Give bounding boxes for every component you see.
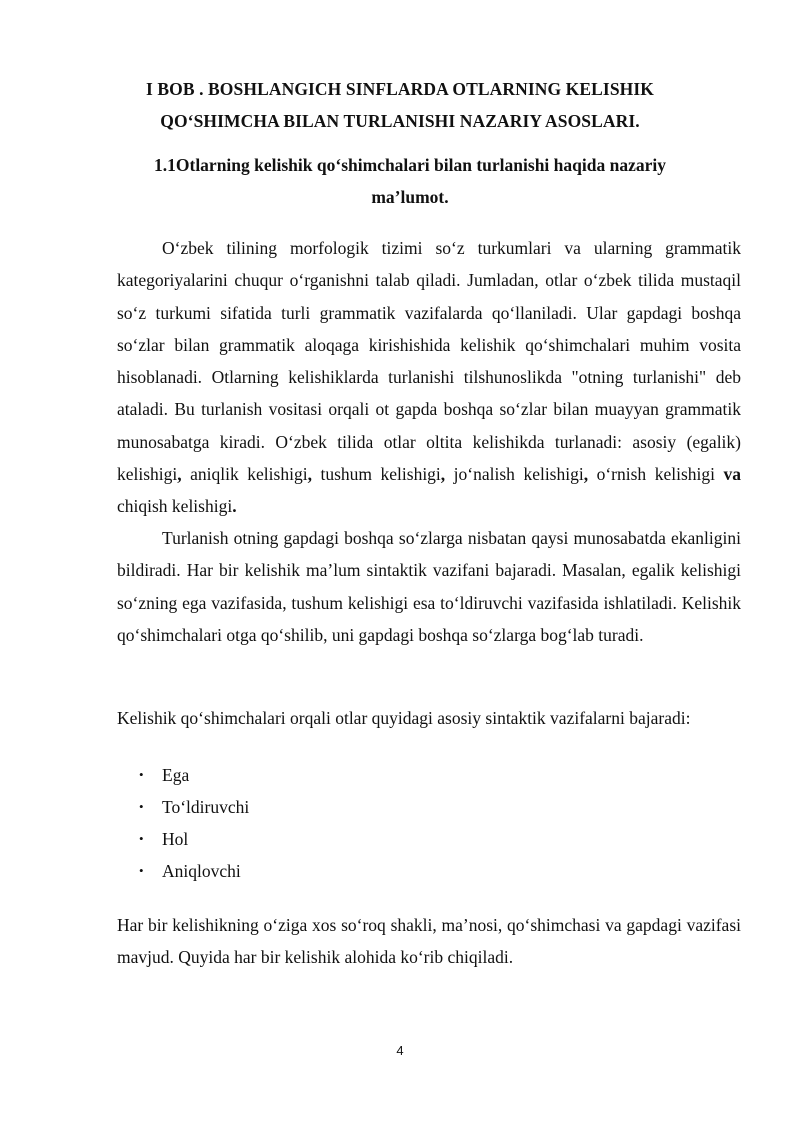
paragraph-closing: Har bir kelishikning o‘ziga xos so‘roq shakli, ma’nosi, qo‘shimchasi va gapdagi vazifasi mavjud. Quyida har bir kelishik alohida ko‘rib chiqiladi.: [117, 915, 741, 968]
list-item: [117, 855, 517, 887]
case-aniqlik: aniqlik kelishigi: [181, 464, 308, 485]
comma-1: ,: [177, 464, 182, 485]
bullet-icon: •: [139, 863, 144, 878]
case-jonalish: jo‘nalish kelishigi: [445, 464, 584, 485]
conjunction-va: va: [723, 464, 741, 485]
list-item-label: Hol: [162, 829, 189, 849]
list-item-label: Ega: [162, 765, 190, 785]
period-end: .: [232, 496, 237, 517]
case-tushum: tushum kelishigi: [311, 464, 441, 485]
section-title: [100, 149, 720, 213]
bullet-icon: •: [139, 767, 144, 782]
list-item: [117, 791, 517, 823]
case-chiqish: chiqish kelishigi: [117, 496, 233, 517]
case-ornish: o‘rnish kelishigi: [588, 464, 724, 485]
comma-3: ,: [440, 464, 446, 485]
paragraph-intro-text: O‘zbek tilining morfologik tizimi so‘z turkumlari va ularning grammatik kategoriyalarini chuqur o‘rganishni talab qiladi. Jumladan, otlar o‘zbek tilida mustaqil so‘z turkumi sifatida turli grammatik vazifalarda qo‘llaniladi. Ular gapdagi boshqa so‘zlar bilan grammatik aloqaga kirishishida kelishik qo‘shimchalari muhim vosita hisoblanadi. Otlarning kelishiklarda turlanishi tilshunoslikda "otning turlanishi" deb ataladi. Bu turlanish vositasi orqali ot gapda boshqa so‘zlar bilan muayyan grammatik munosabatga kiradi. O‘zbek tilida otlar oltita kelishikda turlanadi: asosiy (egalik) kelishigi: [117, 238, 741, 485]
list-item: [117, 759, 517, 791]
section-title-line1: 1.1Otlarning kelishik qo‘shimchalari bilan turlanishi haqida nazariy: [154, 155, 666, 175]
comma-4: ,: [583, 464, 589, 485]
paragraph-turlanish: Turlanish otning gapdagi boshqa so‘zlarga nisbatan qaysi munosabatda ekanligini bildiradi. Har bir kelishik ma’lum sintaktik vazifani bajaradi. Masalan, egalik kelishigi so‘zning ega vazifasida, tushum kelishigi esa to‘ldiruvchi vazifasida ishlatiladi. Kelishik qo‘shimchalari otga qo‘shilib, uni gapdagi boshqa so‘zlarga bog‘lab turadi.: [117, 528, 741, 645]
chapter-title-line2: QO‘SHIMCHA BILAN TURLANISHI NAZARIY ASOSLARI.: [160, 111, 640, 131]
chapter-title-line1: I BOB . BOSHLANGICH SINFLARDA OTLARNING KELISHIK: [145, 79, 655, 99]
comma-2: ,: [307, 464, 312, 485]
bullet-icon: •: [139, 799, 144, 814]
list-item-label: To‘ldiruvchi: [162, 797, 250, 817]
paragraph-intro: [117, 232, 741, 523]
bullet-icon: •: [139, 831, 144, 846]
paragraph-list-intro: Kelishik qo‘shimchalari orqali otlar quyidagi asosiy sintaktik vazifalarni bajaradi:: [117, 708, 691, 728]
page-number: 4: [396, 1043, 404, 1058]
function-list: [117, 759, 517, 887]
chapter-title: [80, 73, 720, 137]
section-title-line2: ma’lumot.: [371, 187, 449, 207]
list-item-label: Aniqlovchi: [162, 861, 241, 881]
list-item: [117, 823, 517, 855]
